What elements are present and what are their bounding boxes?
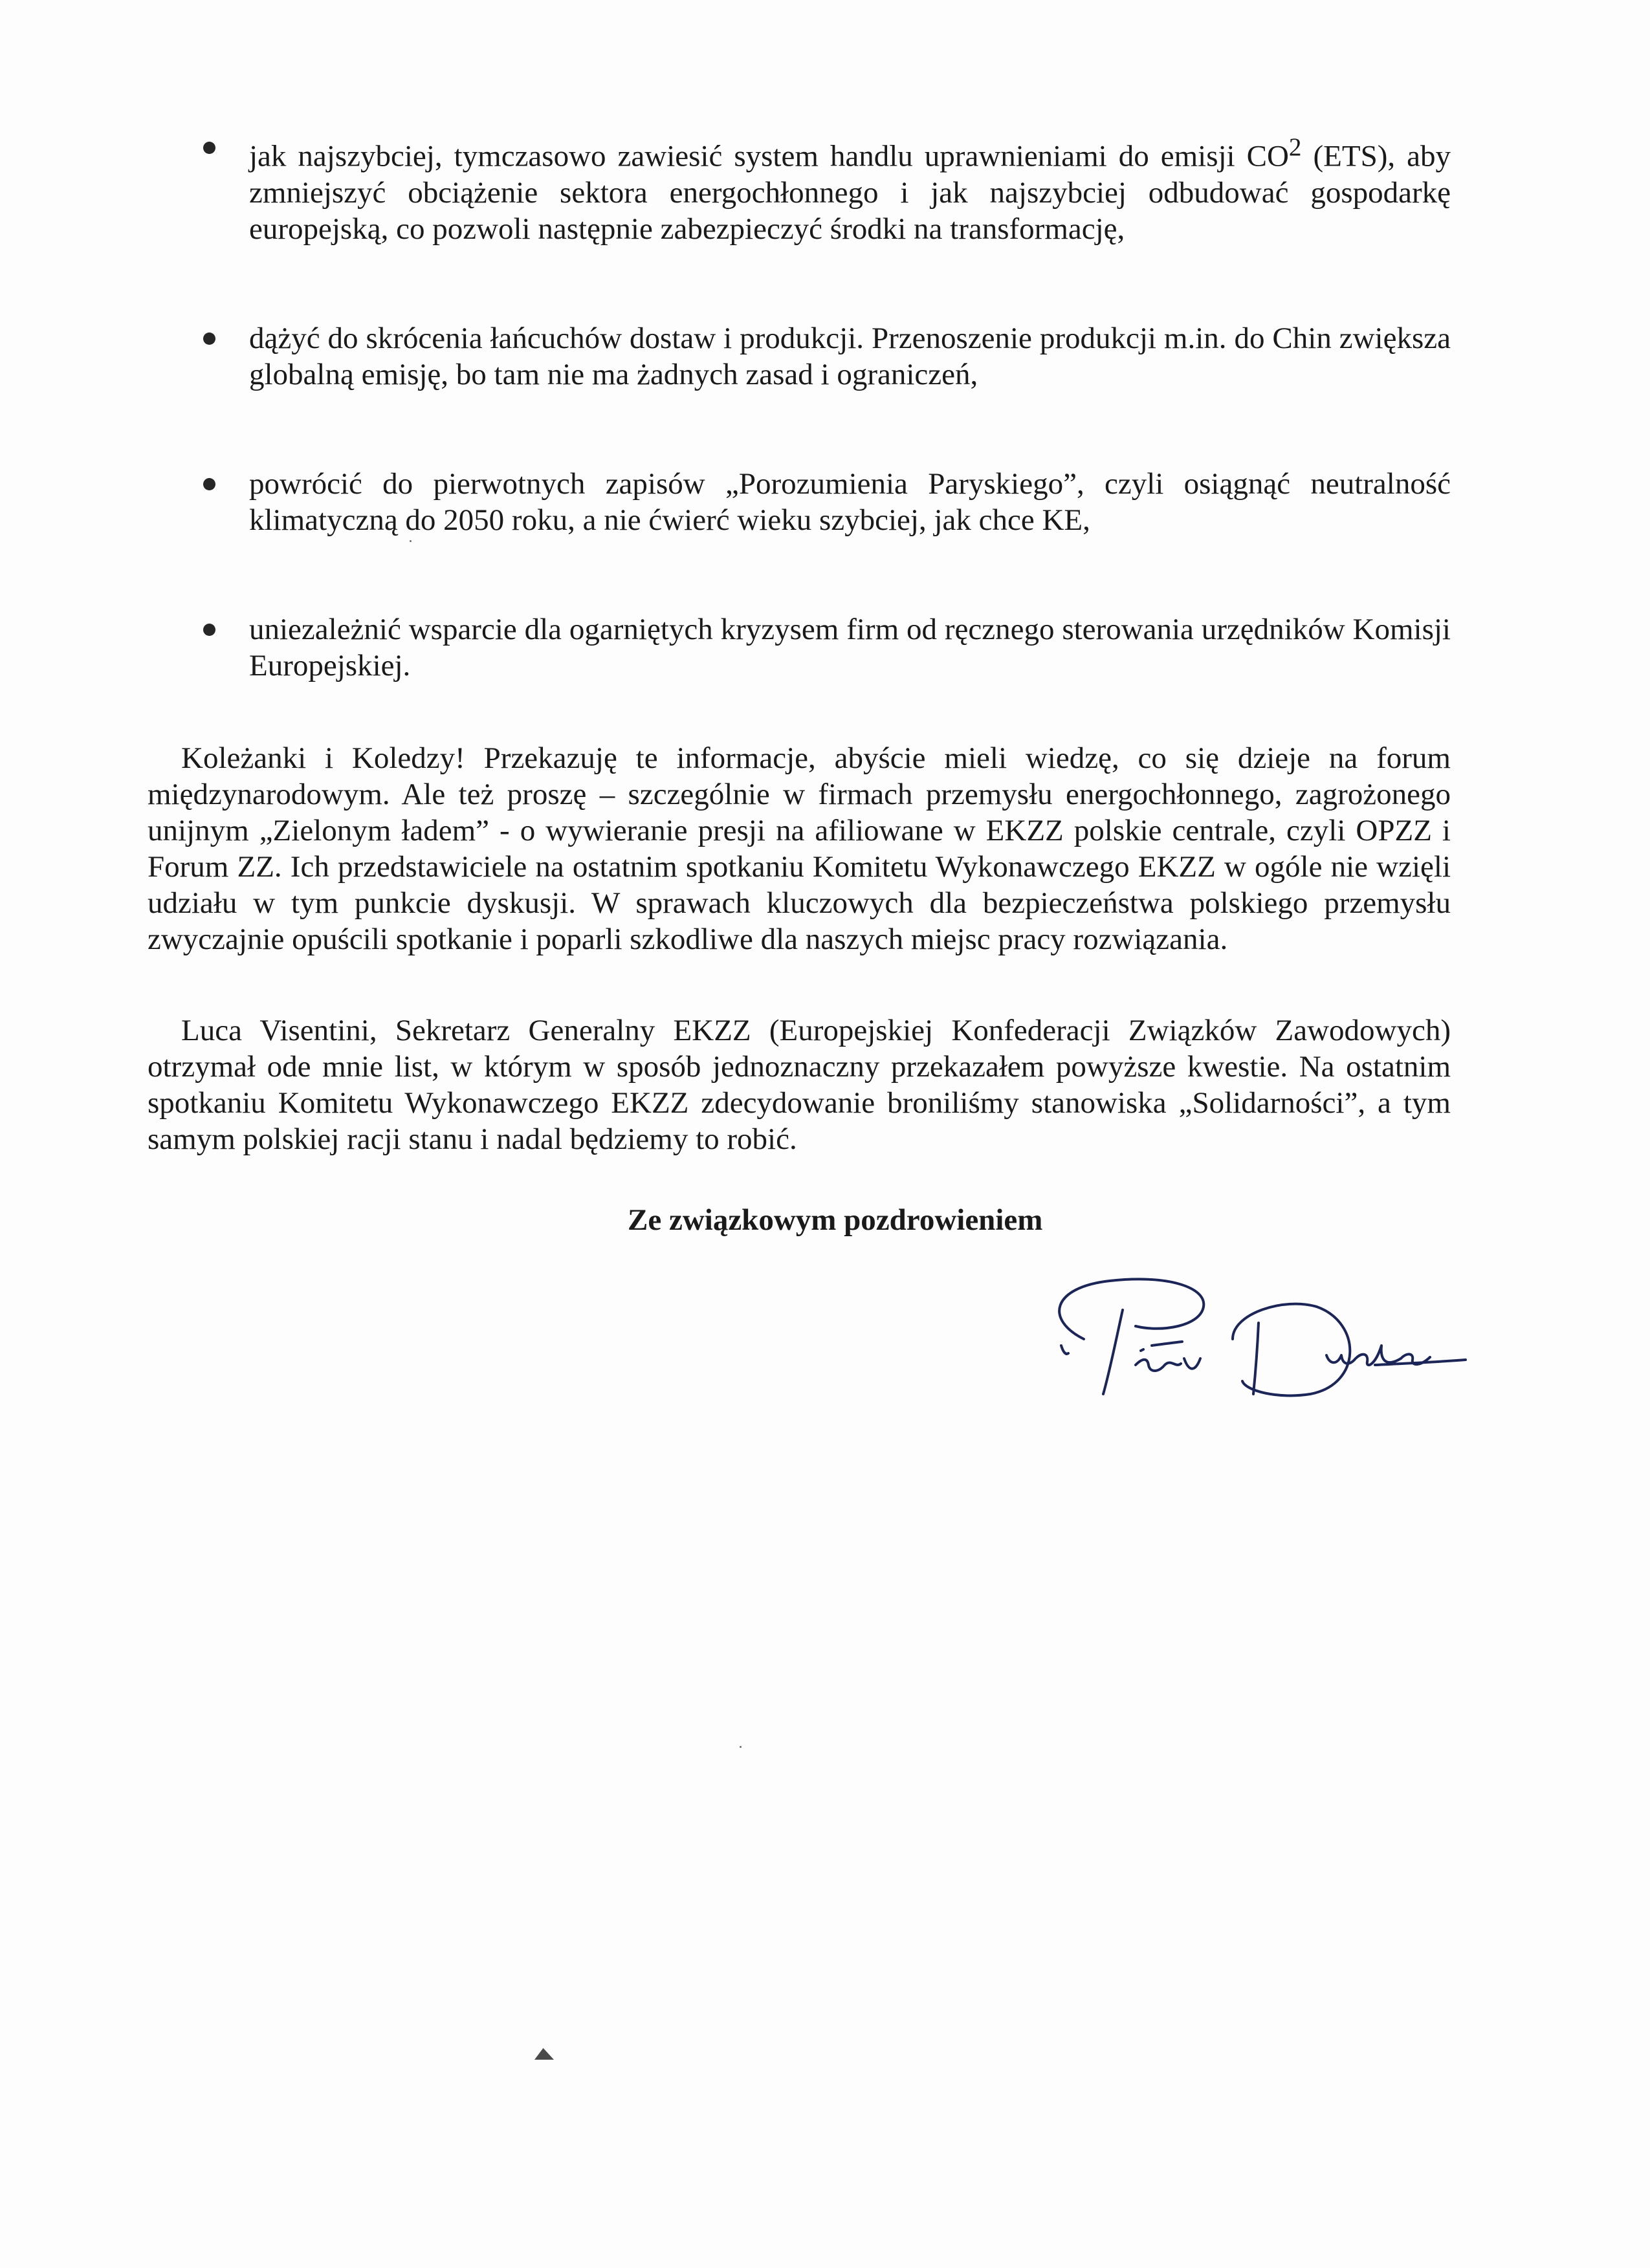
list-item-text: uniezależnić wsparcie dla ogarniętych kryzysem firm od ręcznego sterowania urzędników Komisji Europejskiej. (249, 612, 1451, 682)
list-item (148, 466, 1451, 538)
superscript: 2 (1288, 133, 1302, 161)
scan-speck (410, 540, 412, 542)
list-item (148, 320, 1451, 393)
bullet-icon (203, 333, 215, 345)
list-item-text: powrócić do pierwotnych zapisów „Porozumienia Paryskiego”, czyli osiągnąć neutralność klimatyczną do 2050 roku, a nie ćwierć wieku szybciej, jak chce KE, (249, 466, 1451, 537)
paragraph-letter-info: Luca Visentini, Sekretarz Generalny EKZZ (Europejskiej Konfederacji Związków Zawodowych) otrzymał ode mnie list, w którym w sposób jednoznaczny przekazałem powyższe kwestie. Na ostatnim spotkaniu Komitetu Wykonawczego EKZZ zdecydowanie broniliśmy stanowiska „Solidarności”, a tym samym polskiej racji stanu i nadal będziemy to robić. (148, 1013, 1451, 1156)
bullet-icon (203, 142, 215, 154)
scan-speck (534, 2048, 554, 2060)
bullet-icon (203, 624, 215, 636)
list-item-text: jak najszybciej, tymczasowo zawiesić system handlu uprawnieniami do emisji CO (249, 139, 1289, 173)
scan-speck (740, 1746, 742, 1748)
signature-image (1039, 1261, 1472, 1410)
bullet-icon (203, 478, 215, 490)
closing-salutation: Ze związkowym pozdrowieniem (628, 1203, 1043, 1237)
list-item (148, 129, 1451, 247)
list-item-text: dążyć do skrócenia łańcuchów dostaw i produkcji. Przenoszenie produkcji m.in. do Chin zwiększa globalną emisję, bo tam nie ma żadnych zasad i ograniczeń, (249, 321, 1451, 391)
letter-body (148, 129, 1451, 1157)
list-item (148, 611, 1451, 684)
list-item-text-cont: (ETS), aby zmniejszyć obciążenie sektora energochłonnego i jak najszybciej odbudować gospodarkę europejską, co pozwoli następnie zabezpieczyć środki na transformację, (249, 139, 1451, 246)
demands-list (148, 129, 1451, 684)
paragraph-appeal: Koleżanki i Koledzy! Przekazuję te informacje, abyście mieli wiedzę, co się dzieje na forum międzynarodowym. Ale też proszę – szczególnie w firmach przemysłu energochłonnego, zagrożonego unijnym „Zielonym ładem” - o wywieranie presji na afiliowane w EKZZ polskie centrale, czyli OPZZ i Forum ZZ. Ich przedstawiciele na ostatnim spotkaniu Komitetu Wykonawczego EKZZ w ogóle nie wzięli udziału w tym punkcie dyskusji. W sprawach kluczowych dla bezpieczeństwa polskiego przemysłu zwyczajnie opuścili spotkanie i poparli szkodliwe dla naszych miejsc pracy rozwiązania. (148, 741, 1451, 956)
